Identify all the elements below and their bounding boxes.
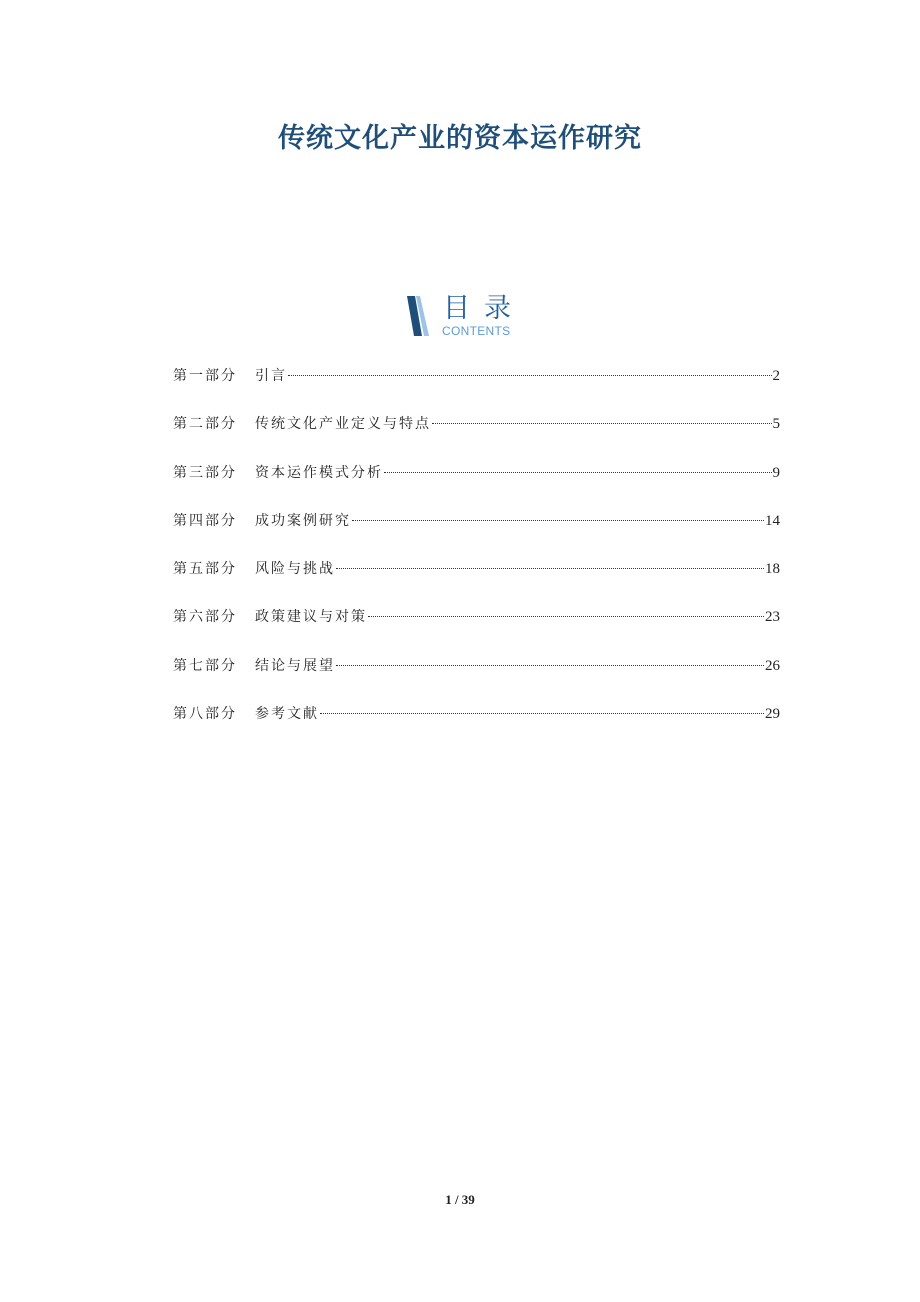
toc-entry-8[interactable] xyxy=(173,704,780,752)
book-spine-icon xyxy=(405,294,435,338)
toc-entry-page: 2 xyxy=(772,368,780,384)
toc-entry-3[interactable] xyxy=(173,463,780,511)
table-of-contents xyxy=(173,366,780,752)
toc-entry-part: 第一部分 xyxy=(173,368,237,384)
toc-entry-5[interactable] xyxy=(173,559,780,607)
toc-entry-page: 18 xyxy=(765,561,780,578)
toc-entry-page: 23 xyxy=(765,609,780,626)
toc-entry-part: 第六部分 xyxy=(173,609,237,626)
toc-entry-7[interactable] xyxy=(173,656,780,704)
toc-leader-dots xyxy=(336,568,764,569)
toc-entry-title: 政策建议与对策 xyxy=(255,609,367,626)
toc-leader-dots xyxy=(432,423,772,424)
toc-entry-part: 第三部分 xyxy=(173,464,237,481)
toc-entry-page: 9 xyxy=(772,464,780,481)
toc-entry-2[interactable] xyxy=(173,414,780,462)
toc-subheading: CONTENTS xyxy=(442,324,511,338)
toc-entry-6[interactable] xyxy=(173,607,780,655)
toc-entry-title: 参考文献 xyxy=(255,706,319,723)
toc-leader-dots xyxy=(336,665,764,666)
toc-heading: 目录 xyxy=(443,293,525,324)
toc-entry-page: 26 xyxy=(765,657,780,674)
toc-leader-dots xyxy=(384,472,772,473)
toc-entry-1[interactable] xyxy=(173,366,780,414)
toc-leader-dots xyxy=(320,713,764,714)
toc-entry-title: 成功案例研究 xyxy=(255,512,351,529)
toc-entry-part: 第八部分 xyxy=(173,706,237,723)
toc-entry-part: 第二部分 xyxy=(173,416,237,433)
toc-entry-title: 传统文化产业定义与特点 xyxy=(255,416,431,433)
toc-leader-dots xyxy=(368,616,764,617)
toc-entry-page: 29 xyxy=(765,706,780,723)
document-title: 传统文化产业的资本运作研究 xyxy=(278,123,642,154)
toc-entry-part: 第五部分 xyxy=(173,561,237,578)
toc-leader-dots xyxy=(288,375,772,376)
page-number: 1 / 39 xyxy=(445,1192,475,1207)
toc-entry-title: 引言 xyxy=(255,368,287,384)
toc-entry-page: 14 xyxy=(765,512,780,529)
toc-entry-title: 结论与展望 xyxy=(255,657,335,674)
toc-leader-dots xyxy=(352,520,764,521)
toc-entry-title: 风险与挑战 xyxy=(255,561,335,578)
toc-entry-part: 第七部分 xyxy=(173,657,237,674)
toc-entry-4[interactable] xyxy=(173,511,780,559)
toc-entry-page: 5 xyxy=(772,416,780,433)
toc-entry-part: 第四部分 xyxy=(173,512,237,529)
toc-entry-title: 资本运作模式分析 xyxy=(255,464,383,481)
toc-header xyxy=(405,293,525,340)
